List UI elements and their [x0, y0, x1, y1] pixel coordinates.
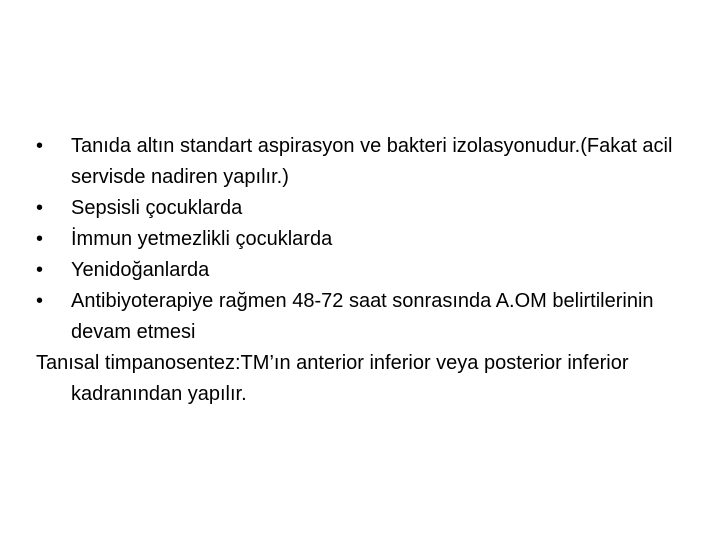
- bullet-item: [36, 131, 676, 193]
- bullet-text: Tanıda altın standart aspirasyon ve bakteri izolasyonudur.(Fakat acil servisde nadiren yapılır.): [71, 135, 673, 188]
- bullet-item: [36, 224, 676, 255]
- bullet-dot-icon: •: [36, 197, 44, 219]
- bullet-item: [36, 286, 676, 348]
- bullet-dot-icon: •: [36, 259, 44, 281]
- slide-body: [36, 131, 676, 410]
- bullet-item: [36, 193, 676, 224]
- bullet-list: [36, 131, 676, 348]
- bullet-dot-icon: •: [36, 228, 44, 250]
- bullet-text: Yenidoğanlarda: [71, 259, 210, 281]
- bullet-item: [36, 255, 676, 286]
- bullet-dot-icon: •: [36, 290, 44, 312]
- tympanocentesis-paragraph: Tanısal timpanosentez:TM’ın anterior inferior veya posterior inferior kadranından yapılır.: [36, 352, 629, 405]
- bullet-text: İmmun yetmezlikli çocuklarda: [71, 228, 333, 250]
- bullet-dot-icon: •: [36, 135, 44, 157]
- bullet-text: Sepsisli çocuklarda: [71, 197, 243, 219]
- bullet-text: Antibiyoterapiye rağmen 48-72 saat sonrasında A.OM belirtilerinin devam etmesi: [71, 290, 654, 343]
